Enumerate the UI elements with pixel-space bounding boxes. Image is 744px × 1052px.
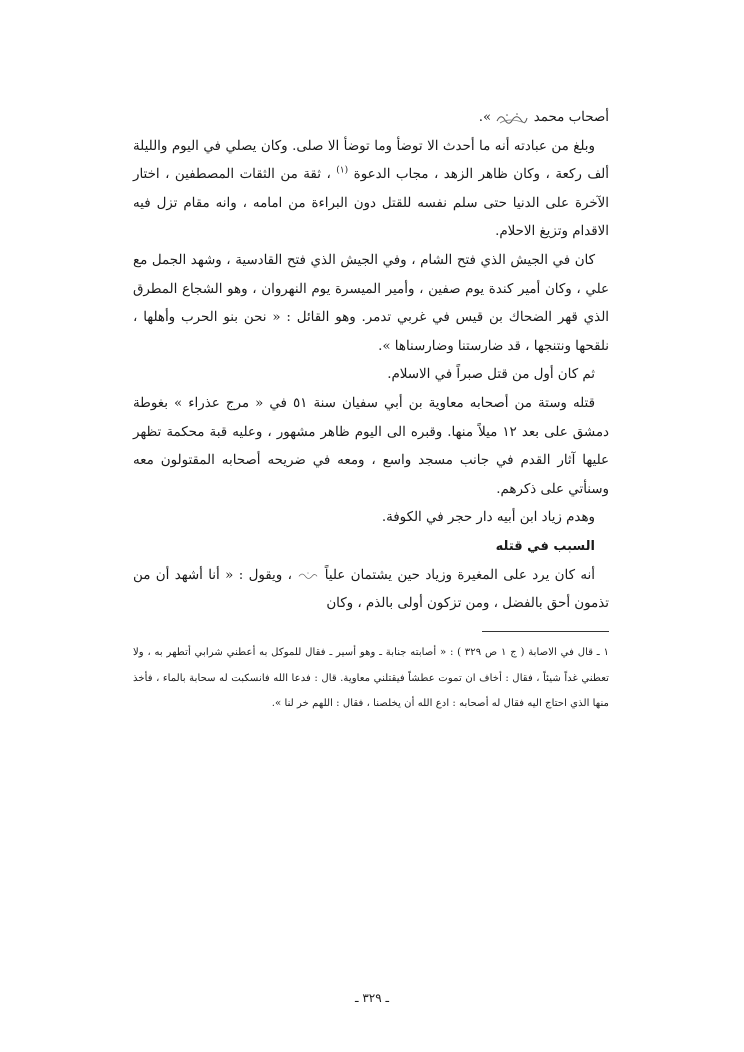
paragraph-6: وهدم زياد ابن أبيه دار حجر في الكوفة. [381, 510, 595, 526]
paragraph-2-text-a: وبلغ من عبادته أنه ما أحدث الا توضأ وما توضأ الا صلى. وكان يصلي في اليوم والليلة ألف ركعة ، وكان ظاهر الزهد ، مجاب الدعوة [133, 138, 609, 183]
paragraph-2-text-b: ، ثقة من الثقات المصطفين ، اختار الآخرة على الدنيا حتى سلم نفسه للقتل دون البراءة من امامه ، وانه مقام تزل فيه الاقدام وتزيغ الاحلام. [133, 167, 609, 240]
paragraph-7-text-a: أنه كان يرد على المغيرة وزياد حين يشتمان علياً [324, 567, 595, 583]
paragraph-7 [133, 562, 609, 619]
honorific-seal-icon [297, 568, 319, 582]
footnote-divider [482, 631, 609, 632]
paragraph-2 [133, 133, 609, 247]
paragraph-5: قتله وستة من أصحابه معاوية بن أبي سفيان سنة ٥١ في « مرج عذراء » بغوطة دمشق على بعد ١٢ ميلاً منها. وقبره الى اليوم ظاهر مشهور ، وعليه قبة محكمة تظهر عليها آثار القدم في جانب مسجد واسع ، ومعه في ضريحه أصحابه المقتولون معه وسنأتي على ذكرهم. [133, 395, 609, 497]
footnote-1: ١ ـ قال في الاصابة ( ج ١ ص ٣٢٩ ) : « أصابته جنابة ـ وهو أسير ـ فقال للموكل به أعطني شرابي أتطهر به ، ولا تعطني غداً شيئاً ، فقال : أخاف ان تموت عطشاً فيقتلني معاوية. قال : فدعا الله فانسكبت له سحابة بالماء ، فأخذ منها الذي احتاج اليه فقال له أصحابه : ادع الله أن يخلصنا ، فقال : اللهم خر لنا ». [133, 647, 609, 709]
section-heading: السبب في قتله [495, 538, 595, 554]
page-number: ـ ٣٢٩ ـ [354, 991, 390, 1005]
paragraph-1 [133, 104, 609, 133]
paragraph-4: ثم كان أول من قتل صبراً في الاسلام. [387, 367, 595, 383]
footnotes [133, 640, 609, 717]
paragraph-7-text-b: ، ويقول : « أنا أشهد أن من تذمون أحق بالفضل ، ومن تزكون أولى بالذم ، وكان [133, 567, 609, 612]
paragraph-1-closing: ». [478, 110, 492, 125]
paragraph-1-text: أصحاب محمد [533, 110, 609, 125]
calligraphic-seal-icon [495, 111, 529, 125]
paragraph-3: كان في الجيش الذي فتح الشام ، وفي الجيش الذي فتح القادسية ، وشهد الجمل مع علي ، وكان أمير كندة يوم صفين ، وأمير الميسرة يوم النهروان ، وهو الشجاع المطرق الذي قهر الضحاك بن قيس في غربي تدمر. وهو القائل : « نحن بنو الحرب وأهلها ، نلقحها ونتنجها ، قد ضارستنا وضارسناها ». [133, 252, 609, 354]
footnote-reference: (١) [336, 165, 349, 176]
main-text [133, 104, 609, 619]
